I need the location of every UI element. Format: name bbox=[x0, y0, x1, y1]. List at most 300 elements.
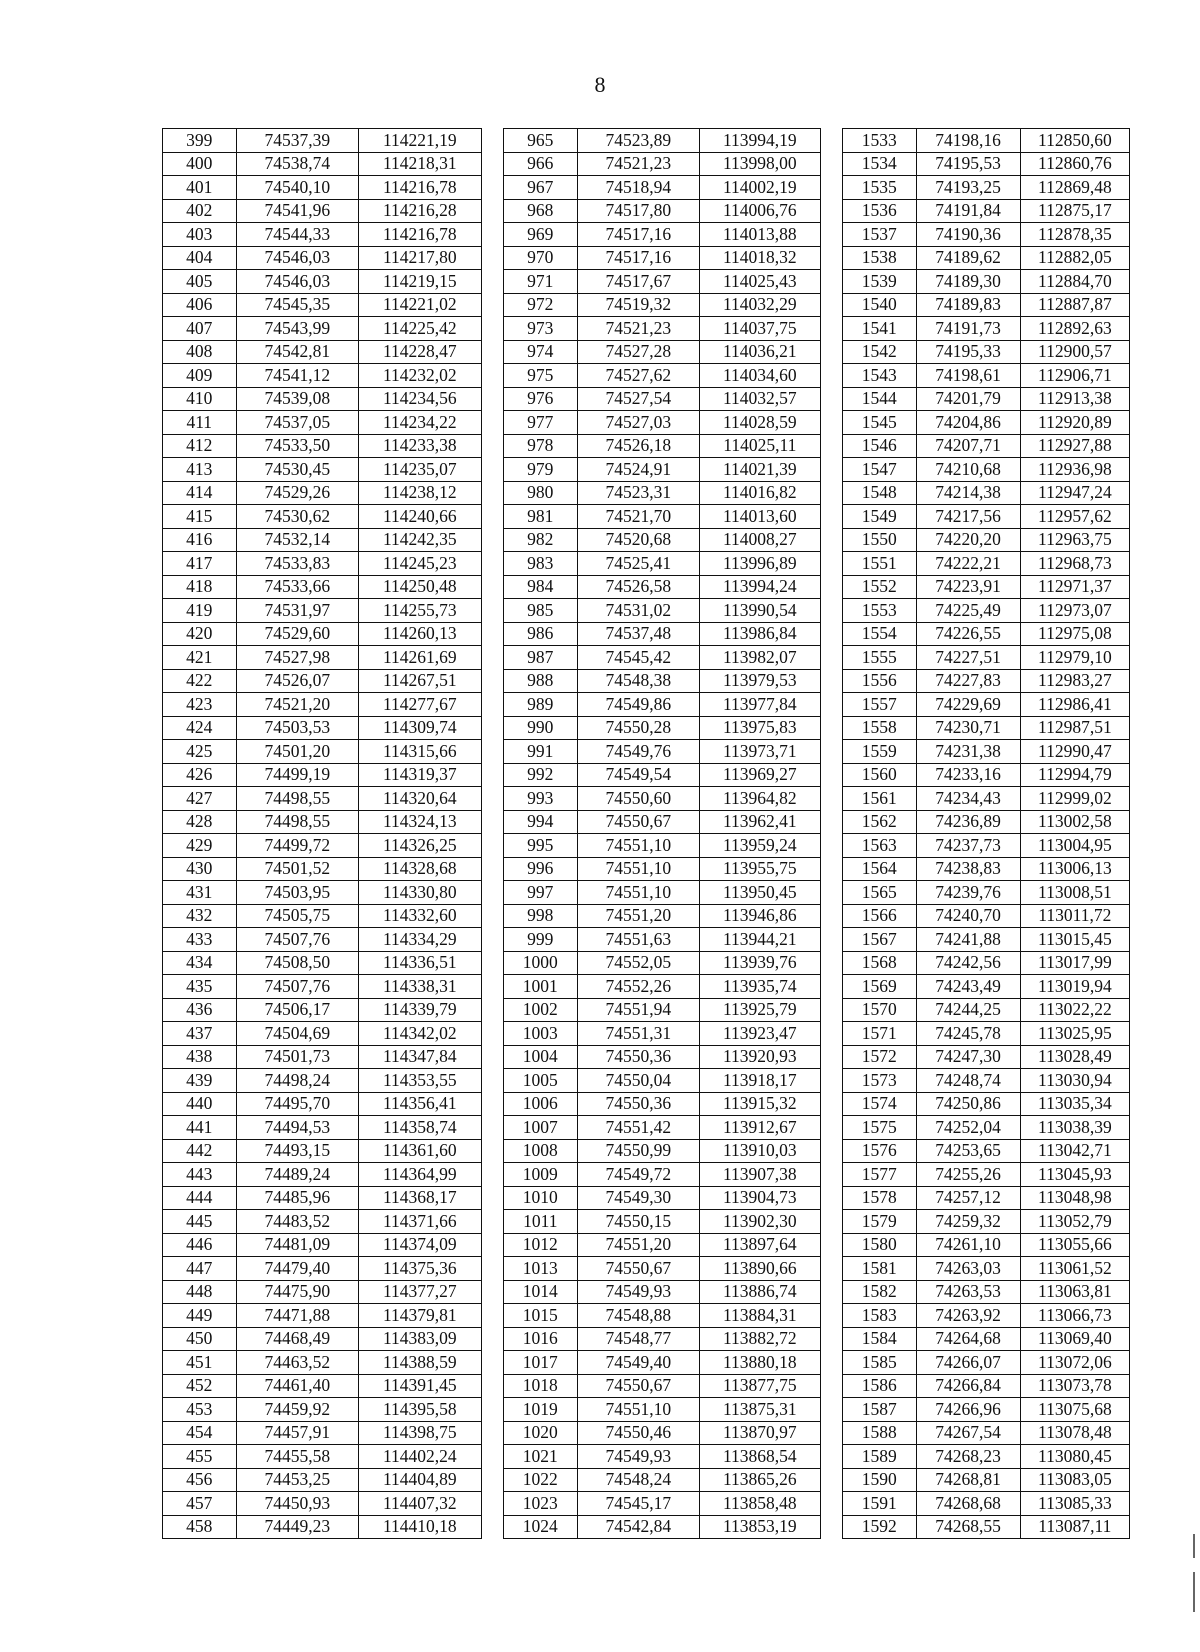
cell-y: 112850,60 bbox=[1020, 129, 1129, 153]
cell-x: 74259,32 bbox=[916, 1210, 1020, 1234]
cell-x: 74551,42 bbox=[577, 1116, 700, 1140]
cell-x: 74501,20 bbox=[236, 740, 359, 764]
cell-point: 1592 bbox=[843, 1515, 917, 1539]
cell-y: 114216,78 bbox=[359, 223, 482, 247]
cell-x: 74222,21 bbox=[916, 552, 1020, 576]
cell-y: 114228,47 bbox=[359, 340, 482, 364]
column-gap bbox=[481, 152, 503, 176]
cell-x: 74468,49 bbox=[236, 1327, 359, 1351]
column-gap bbox=[481, 1022, 503, 1046]
column-gap bbox=[820, 1257, 842, 1281]
cell-y: 114347,84 bbox=[359, 1045, 482, 1069]
column-gap bbox=[820, 152, 842, 176]
column-gap bbox=[481, 223, 503, 247]
cell-x: 74542,81 bbox=[236, 340, 359, 364]
cell-y: 113865,26 bbox=[700, 1468, 820, 1492]
cell-point: 1559 bbox=[843, 740, 917, 764]
cell-x: 74539,08 bbox=[236, 387, 359, 411]
cell-x: 74268,81 bbox=[916, 1468, 1020, 1492]
cell-x: 74550,36 bbox=[577, 1045, 700, 1069]
cell-point: 411 bbox=[163, 411, 237, 435]
cell-x: 74204,86 bbox=[916, 411, 1020, 435]
cell-x: 74551,31 bbox=[577, 1022, 700, 1046]
cell-y: 113052,79 bbox=[1020, 1210, 1129, 1234]
column-gap bbox=[481, 481, 503, 505]
cell-point: 971 bbox=[504, 270, 578, 294]
cell-y: 113875,31 bbox=[700, 1398, 820, 1422]
table-row bbox=[163, 1374, 1130, 1398]
cell-point: 1582 bbox=[843, 1280, 917, 1304]
table-row bbox=[163, 246, 1130, 270]
cell-y: 114242,35 bbox=[359, 528, 482, 552]
column-gap bbox=[820, 270, 842, 294]
cell-y: 114025,43 bbox=[700, 270, 820, 294]
table-row bbox=[163, 716, 1130, 740]
column-gap bbox=[481, 1280, 503, 1304]
cell-y: 112975,08 bbox=[1020, 622, 1129, 646]
cell-x: 74193,25 bbox=[916, 176, 1020, 200]
cell-x: 74247,30 bbox=[916, 1045, 1020, 1069]
cell-y: 114391,45 bbox=[359, 1374, 482, 1398]
cell-point: 1552 bbox=[843, 575, 917, 599]
cell-point: 978 bbox=[504, 434, 578, 458]
cell-point: 1005 bbox=[504, 1069, 578, 1093]
cell-x: 74527,03 bbox=[577, 411, 700, 435]
cell-y: 114216,28 bbox=[359, 199, 482, 223]
cell-y: 113853,19 bbox=[700, 1515, 820, 1539]
cell-x: 74537,48 bbox=[577, 622, 700, 646]
table-row bbox=[163, 834, 1130, 858]
cell-x: 74526,07 bbox=[236, 669, 359, 693]
cell-x: 74489,24 bbox=[236, 1163, 359, 1187]
cell-point: 984 bbox=[504, 575, 578, 599]
cell-x: 74231,38 bbox=[916, 740, 1020, 764]
cell-point: 406 bbox=[163, 293, 237, 317]
column-gap bbox=[820, 1515, 842, 1539]
cell-x: 74210,68 bbox=[916, 458, 1020, 482]
cell-y: 112973,07 bbox=[1020, 599, 1129, 623]
cell-point: 436 bbox=[163, 998, 237, 1022]
column-gap bbox=[820, 1327, 842, 1351]
cell-x: 74517,16 bbox=[577, 246, 700, 270]
column-gap bbox=[481, 998, 503, 1022]
cell-y: 114032,29 bbox=[700, 293, 820, 317]
cell-y: 112999,02 bbox=[1020, 787, 1129, 811]
cell-point: 991 bbox=[504, 740, 578, 764]
cell-point: 1567 bbox=[843, 928, 917, 952]
table-row bbox=[163, 1492, 1130, 1516]
column-gap bbox=[481, 1304, 503, 1328]
cell-x: 74261,10 bbox=[916, 1233, 1020, 1257]
table-row bbox=[163, 1139, 1130, 1163]
cell-x: 74268,55 bbox=[916, 1515, 1020, 1539]
column-gap bbox=[481, 1445, 503, 1469]
table-row bbox=[163, 270, 1130, 294]
cell-x: 74550,46 bbox=[577, 1421, 700, 1445]
cell-x: 74517,80 bbox=[577, 199, 700, 223]
cell-y: 114221,19 bbox=[359, 129, 482, 153]
column-gap bbox=[820, 599, 842, 623]
cell-x: 74241,88 bbox=[916, 928, 1020, 952]
column-gap bbox=[820, 857, 842, 881]
cell-x: 74543,99 bbox=[236, 317, 359, 341]
cell-x: 74549,93 bbox=[577, 1280, 700, 1304]
cell-y: 113944,21 bbox=[700, 928, 820, 952]
cell-y: 113946,86 bbox=[700, 904, 820, 928]
cell-point: 439 bbox=[163, 1069, 237, 1093]
column-gap bbox=[481, 834, 503, 858]
cell-y: 114245,23 bbox=[359, 552, 482, 576]
cell-y: 114315,66 bbox=[359, 740, 482, 764]
cell-y: 114339,79 bbox=[359, 998, 482, 1022]
cell-point: 999 bbox=[504, 928, 578, 952]
column-gap bbox=[481, 1421, 503, 1445]
cell-x: 74506,17 bbox=[236, 998, 359, 1022]
cell-point: 995 bbox=[504, 834, 578, 858]
cell-x: 74533,83 bbox=[236, 552, 359, 576]
page-number: 8 bbox=[594, 72, 606, 97]
cell-x: 74268,23 bbox=[916, 1445, 1020, 1469]
column-gap bbox=[481, 881, 503, 905]
cell-x: 74229,69 bbox=[916, 693, 1020, 717]
column-gap bbox=[820, 763, 842, 787]
cell-x: 74498,55 bbox=[236, 810, 359, 834]
cell-y: 114267,51 bbox=[359, 669, 482, 693]
cell-point: 418 bbox=[163, 575, 237, 599]
column-gap bbox=[481, 552, 503, 576]
cell-point: 1017 bbox=[504, 1351, 578, 1375]
cell-x: 74501,52 bbox=[236, 857, 359, 881]
table-row bbox=[163, 928, 1130, 952]
column-gap bbox=[820, 1445, 842, 1469]
cell-x: 74252,04 bbox=[916, 1116, 1020, 1140]
cell-point: 1008 bbox=[504, 1139, 578, 1163]
cell-y: 114002,19 bbox=[700, 176, 820, 200]
cell-point: 437 bbox=[163, 1022, 237, 1046]
cell-x: 74526,18 bbox=[577, 434, 700, 458]
cell-y: 113915,32 bbox=[700, 1092, 820, 1116]
cell-y: 113950,45 bbox=[700, 881, 820, 905]
cell-x: 74531,97 bbox=[236, 599, 359, 623]
cell-point: 414 bbox=[163, 481, 237, 505]
cell-y: 113886,74 bbox=[700, 1280, 820, 1304]
column-gap bbox=[481, 1351, 503, 1375]
table-row bbox=[163, 1327, 1130, 1351]
cell-point: 402 bbox=[163, 199, 237, 223]
cell-y: 113073,78 bbox=[1020, 1374, 1129, 1398]
cell-x: 74551,20 bbox=[577, 1233, 700, 1257]
table-row bbox=[163, 1304, 1130, 1328]
cell-point: 433 bbox=[163, 928, 237, 952]
cell-x: 74533,66 bbox=[236, 575, 359, 599]
cell-y: 114407,32 bbox=[359, 1492, 482, 1516]
cell-y: 113006,13 bbox=[1020, 857, 1129, 881]
cell-x: 74255,26 bbox=[916, 1163, 1020, 1187]
cell-y: 114324,13 bbox=[359, 810, 482, 834]
column-gap bbox=[481, 857, 503, 881]
cell-point: 1551 bbox=[843, 552, 917, 576]
cell-point: 1568 bbox=[843, 951, 917, 975]
column-gap bbox=[481, 1257, 503, 1281]
cell-y: 114326,25 bbox=[359, 834, 482, 858]
cell-x: 74266,84 bbox=[916, 1374, 1020, 1398]
cell-point: 409 bbox=[163, 364, 237, 388]
cell-y: 113868,54 bbox=[700, 1445, 820, 1469]
cell-x: 74217,56 bbox=[916, 505, 1020, 529]
cell-y: 112920,89 bbox=[1020, 411, 1129, 435]
column-gap bbox=[481, 176, 503, 200]
column-gap bbox=[820, 199, 842, 223]
column-gap bbox=[820, 505, 842, 529]
table-row bbox=[163, 364, 1130, 388]
cell-point: 1566 bbox=[843, 904, 917, 928]
table-row bbox=[163, 669, 1130, 693]
column-gap bbox=[481, 975, 503, 999]
cell-x: 74463,52 bbox=[236, 1351, 359, 1375]
cell-y: 114250,48 bbox=[359, 575, 482, 599]
cell-x: 74253,65 bbox=[916, 1139, 1020, 1163]
cell-y: 114277,67 bbox=[359, 693, 482, 717]
cell-y: 114225,42 bbox=[359, 317, 482, 341]
column-gap bbox=[820, 1421, 842, 1445]
cell-point: 968 bbox=[504, 199, 578, 223]
cell-point: 990 bbox=[504, 716, 578, 740]
cell-x: 74236,89 bbox=[916, 810, 1020, 834]
cell-point: 1591 bbox=[843, 1492, 917, 1516]
cell-point: 1558 bbox=[843, 716, 917, 740]
table-row bbox=[163, 575, 1130, 599]
cell-x: 74549,72 bbox=[577, 1163, 700, 1187]
cell-point: 966 bbox=[504, 152, 578, 176]
cell-x: 74526,58 bbox=[577, 575, 700, 599]
cell-y: 113994,19 bbox=[700, 129, 820, 153]
cell-point: 1577 bbox=[843, 1163, 917, 1187]
cell-y: 113982,07 bbox=[700, 646, 820, 670]
table-row bbox=[163, 857, 1130, 881]
table-row bbox=[163, 1116, 1130, 1140]
cell-point: 440 bbox=[163, 1092, 237, 1116]
cell-x: 74471,88 bbox=[236, 1304, 359, 1328]
cell-y: 114361,60 bbox=[359, 1139, 482, 1163]
column-gap bbox=[820, 904, 842, 928]
coordinates-table-body bbox=[163, 129, 1130, 1539]
column-gap bbox=[481, 599, 503, 623]
table-row bbox=[163, 1515, 1130, 1539]
table-row bbox=[163, 552, 1130, 576]
cell-x: 74501,73 bbox=[236, 1045, 359, 1069]
cell-x: 74244,25 bbox=[916, 998, 1020, 1022]
cell-point: 1578 bbox=[843, 1186, 917, 1210]
cell-point: 430 bbox=[163, 857, 237, 881]
cell-x: 74550,04 bbox=[577, 1069, 700, 1093]
cell-point: 410 bbox=[163, 387, 237, 411]
cell-point: 1539 bbox=[843, 270, 917, 294]
table-row bbox=[163, 599, 1130, 623]
cell-y: 113030,94 bbox=[1020, 1069, 1129, 1093]
table-row bbox=[163, 951, 1130, 975]
cell-y: 112927,88 bbox=[1020, 434, 1129, 458]
cell-point: 1001 bbox=[504, 975, 578, 999]
cell-x: 74226,55 bbox=[916, 622, 1020, 646]
cell-point: 419 bbox=[163, 599, 237, 623]
cell-point: 1554 bbox=[843, 622, 917, 646]
cell-point: 421 bbox=[163, 646, 237, 670]
cell-y: 113959,24 bbox=[700, 834, 820, 858]
column-gap bbox=[820, 1351, 842, 1375]
cell-x: 74545,35 bbox=[236, 293, 359, 317]
cell-point: 420 bbox=[163, 622, 237, 646]
column-gap bbox=[481, 763, 503, 787]
cell-y: 114364,99 bbox=[359, 1163, 482, 1187]
cell-y: 113973,71 bbox=[700, 740, 820, 764]
cell-x: 74551,63 bbox=[577, 928, 700, 952]
cell-point: 1023 bbox=[504, 1492, 578, 1516]
cell-x: 74552,26 bbox=[577, 975, 700, 999]
column-gap bbox=[820, 1069, 842, 1093]
cell-x: 74523,31 bbox=[577, 481, 700, 505]
cell-point: 399 bbox=[163, 129, 237, 153]
cell-point: 989 bbox=[504, 693, 578, 717]
cell-y: 112875,17 bbox=[1020, 199, 1129, 223]
cell-point: 1589 bbox=[843, 1445, 917, 1469]
table-row bbox=[163, 152, 1130, 176]
cell-x: 74508,50 bbox=[236, 951, 359, 975]
column-gap bbox=[820, 881, 842, 905]
cell-y: 114338,31 bbox=[359, 975, 482, 999]
cell-point: 423 bbox=[163, 693, 237, 717]
cell-x: 74550,67 bbox=[577, 1374, 700, 1398]
cell-y: 113920,93 bbox=[700, 1045, 820, 1069]
cell-x: 74548,88 bbox=[577, 1304, 700, 1328]
cell-y: 114395,58 bbox=[359, 1398, 482, 1422]
column-gap bbox=[481, 293, 503, 317]
cell-y: 113038,39 bbox=[1020, 1116, 1129, 1140]
cell-point: 1015 bbox=[504, 1304, 578, 1328]
table-row bbox=[163, 528, 1130, 552]
cell-y: 113035,34 bbox=[1020, 1092, 1129, 1116]
cell-y: 113015,45 bbox=[1020, 928, 1129, 952]
cell-x: 74523,89 bbox=[577, 129, 700, 153]
cell-x: 74503,53 bbox=[236, 716, 359, 740]
cell-y: 112882,05 bbox=[1020, 246, 1129, 270]
cell-point: 1012 bbox=[504, 1233, 578, 1257]
cell-point: 982 bbox=[504, 528, 578, 552]
cell-x: 74227,83 bbox=[916, 669, 1020, 693]
cell-x: 74545,42 bbox=[577, 646, 700, 670]
cell-point: 1584 bbox=[843, 1327, 917, 1351]
cell-point: 985 bbox=[504, 599, 578, 623]
cell-x: 74533,50 bbox=[236, 434, 359, 458]
cell-point: 1543 bbox=[843, 364, 917, 388]
cell-point: 445 bbox=[163, 1210, 237, 1234]
cell-y: 113075,68 bbox=[1020, 1398, 1129, 1422]
cell-y: 114260,13 bbox=[359, 622, 482, 646]
cell-x: 74517,16 bbox=[577, 223, 700, 247]
table-row bbox=[163, 458, 1130, 482]
cell-point: 1537 bbox=[843, 223, 917, 247]
cell-point: 431 bbox=[163, 881, 237, 905]
table-row bbox=[163, 1351, 1130, 1375]
cell-x: 74242,56 bbox=[916, 951, 1020, 975]
table-row bbox=[163, 1163, 1130, 1187]
cell-point: 1557 bbox=[843, 693, 917, 717]
cell-y: 113902,30 bbox=[700, 1210, 820, 1234]
cell-point: 1004 bbox=[504, 1045, 578, 1069]
scan-edge-mark bbox=[1193, 1572, 1195, 1612]
cell-y: 114261,69 bbox=[359, 646, 482, 670]
column-gap bbox=[481, 199, 503, 223]
cell-y: 114356,41 bbox=[359, 1092, 482, 1116]
column-gap bbox=[481, 505, 503, 529]
cell-x: 74527,98 bbox=[236, 646, 359, 670]
cell-x: 74225,49 bbox=[916, 599, 1020, 623]
cell-y: 113028,49 bbox=[1020, 1045, 1129, 1069]
cell-y: 114320,64 bbox=[359, 787, 482, 811]
cell-y: 114218,31 bbox=[359, 152, 482, 176]
cell-point: 1547 bbox=[843, 458, 917, 482]
cell-point: 1009 bbox=[504, 1163, 578, 1187]
column-gap bbox=[820, 998, 842, 1022]
cell-x: 74545,17 bbox=[577, 1492, 700, 1516]
cell-x: 74504,69 bbox=[236, 1022, 359, 1046]
cell-y: 112947,24 bbox=[1020, 481, 1129, 505]
column-gap bbox=[481, 434, 503, 458]
table-row bbox=[163, 317, 1130, 341]
cell-point: 1540 bbox=[843, 293, 917, 317]
cell-x: 74527,28 bbox=[577, 340, 700, 364]
cell-point: 1553 bbox=[843, 599, 917, 623]
cell-x: 74519,32 bbox=[577, 293, 700, 317]
column-gap bbox=[820, 129, 842, 153]
cell-y: 112990,47 bbox=[1020, 740, 1129, 764]
table-row bbox=[163, 622, 1130, 646]
column-gap bbox=[481, 1116, 503, 1140]
cell-y: 112987,51 bbox=[1020, 716, 1129, 740]
column-gap bbox=[481, 1492, 503, 1516]
cell-point: 988 bbox=[504, 669, 578, 693]
cell-x: 74494,53 bbox=[236, 1116, 359, 1140]
cell-x: 74521,23 bbox=[577, 317, 700, 341]
table-row bbox=[163, 881, 1130, 905]
column-gap bbox=[481, 411, 503, 435]
cell-point: 1024 bbox=[504, 1515, 578, 1539]
cell-point: 1006 bbox=[504, 1092, 578, 1116]
cell-point: 1588 bbox=[843, 1421, 917, 1445]
table-row bbox=[163, 1257, 1130, 1281]
cell-y: 114319,37 bbox=[359, 763, 482, 787]
cell-point: 1571 bbox=[843, 1022, 917, 1046]
table-row bbox=[163, 505, 1130, 529]
cell-y: 113955,75 bbox=[700, 857, 820, 881]
cell-point: 432 bbox=[163, 904, 237, 928]
cell-x: 74551,10 bbox=[577, 881, 700, 905]
cell-y: 113884,31 bbox=[700, 1304, 820, 1328]
cell-point: 1585 bbox=[843, 1351, 917, 1375]
column-gap bbox=[481, 716, 503, 740]
column-gap bbox=[820, 176, 842, 200]
table-row bbox=[163, 199, 1130, 223]
column-gap bbox=[820, 481, 842, 505]
column-gap bbox=[820, 364, 842, 388]
cell-x: 74550,67 bbox=[577, 1257, 700, 1281]
cell-x: 74538,74 bbox=[236, 152, 359, 176]
cell-point: 1586 bbox=[843, 1374, 917, 1398]
table-row bbox=[163, 293, 1130, 317]
cell-x: 74195,53 bbox=[916, 152, 1020, 176]
cell-x: 74546,03 bbox=[236, 246, 359, 270]
cell-x: 74243,49 bbox=[916, 975, 1020, 999]
cell-point: 1576 bbox=[843, 1139, 917, 1163]
